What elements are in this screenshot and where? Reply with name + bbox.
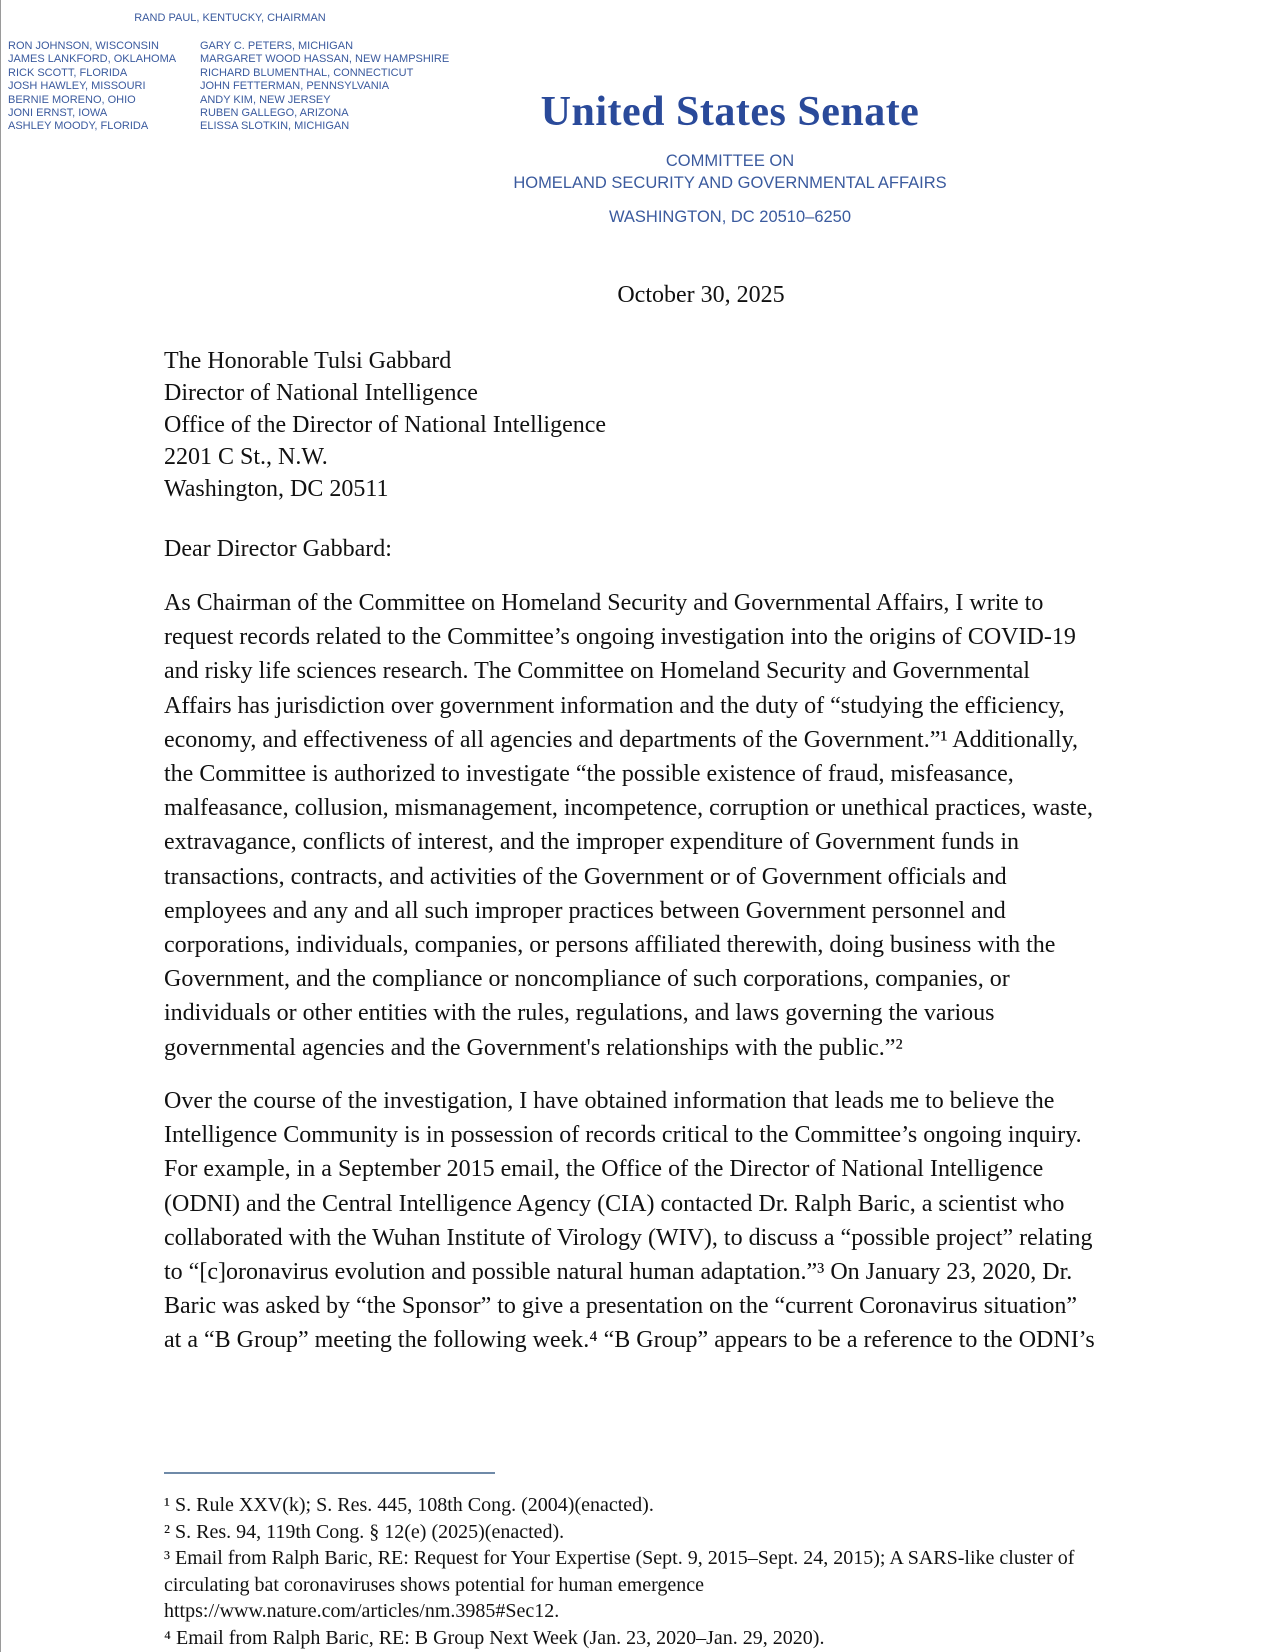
member-name: RUBEN GALLEGO, ARIZONA [200,107,349,120]
text-line: economy, and effectiveness of all agencies and departments of the Government.”¹ Additionally, [164,726,1079,753]
text-line: Baric was asked by “the Sponsor” to give a presentation on the “current Coronavirus situation” [164,1293,1078,1320]
text-line: the Committee is authorized to investigate “the possible existence of fraud, misfeasance, [164,761,1014,788]
footnote-line: ¹ S. Rule XXV(k); S. Res. 445, 108th Cong. (2004)(enacted). [164,1494,654,1516]
text-line: As Chairman of the Committee on Homeland Security and Governmental Affairs, I write to [164,590,1044,616]
member-name: JAMES LANKFORD, OKLAHOMA [8,53,177,66]
paragraph-1 [164,586,1093,1065]
chairman-line: RAND PAUL, KENTUCKY, CHAIRMAN [134,12,326,24]
footnote-divider [164,1472,495,1474]
text-line: request records related to the Committee’s ongoing investigation into the origins of COVID-19 [164,624,1076,651]
text-line: transactions, contracts, and activities of the Government or of Government officials and [164,863,1007,890]
text-line: at a “B Group” meeting the following week.⁴ “B Group” appears to be a reference to the ODNI’s [164,1327,1095,1354]
footnotes [164,1492,1074,1651]
address-line: Office of the Director of National Intelligence [164,412,607,438]
member-name: BERNIE MORENO, OHIO [8,93,136,106]
member-name: GARY C. PETERS, MICHIGAN [200,40,354,52]
committee-line-1: COMMITTEE ON [665,152,795,170]
text-line: (ODNI) and the Central Intelligence Agency (CIA) contacted Dr. Ralph Baric, a scientist who [164,1190,1065,1217]
member-name: JONI ERNST, IOWA [8,107,108,120]
page-edge [0,0,1,1652]
member-name: RON JOHNSON, WISCONSIN [8,40,159,52]
footnote-line: ³ Email from Ralph Baric, RE: Request for Your Expertise (Sept. 9, 2015–Sept. 24, 2015); A SARS-like cluster of [164,1547,1075,1569]
member-name: JOHN FETTERMAN, PENNSYLVANIA [200,80,390,93]
member-name: ANDY KIM, NEW JERSEY [200,93,331,106]
member-name: RICK SCOTT, FLORIDA [8,66,128,79]
recipient-address [164,345,606,505]
footnote-line: circulating bat coronaviruses shows potential for human emergence [164,1573,705,1596]
member-name: ASHLEY MOODY, FLORIDA [8,120,149,133]
paragraph-2 [164,1084,1095,1358]
text-line: individuals or other entities with the rules, regulations, and laws governing the various [164,1000,995,1027]
member-name: RICHARD BLUMENTHAL, CONNECTICUT [200,66,414,79]
salutation: Dear Director Gabbard: [164,536,392,562]
text-line: governmental agencies and the Government's relationships with the public.”² [164,1034,903,1061]
committee-address: WASHINGTON, DC 20510–6250 [608,208,852,226]
member-name: MARGARET WOOD HASSAN, NEW HAMPSHIRE [200,53,450,66]
footnote-line: ⁴ Email from Ralph Baric, RE: B Group Next Week (Jan. 23, 2020–Jan. 29, 2020). [164,1626,825,1649]
senate-logo: United States Senate [540,89,920,135]
text-line: collaborated with the Wuhan Institute of Virology (WIV), to discuss a “possible project” relating [164,1224,1093,1251]
member-name: ELISSA SLOTKIN, MICHIGAN [200,120,350,133]
text-line: Affairs has jurisdiction over government information and the duty of “studying the efficiency, [164,692,1065,719]
minority-members [200,40,449,134]
member-name: JOSH HAWLEY, MISSOURI [8,80,146,93]
text-line: corporations, individuals, companies, or persons affiliated therewith, doing business with the [164,932,1056,959]
letter-date: October 30, 2025 [617,282,785,308]
text-line: malfeasance, collusion, mismanagement, incompetence, corruption or unethical practices, waste, [164,795,1093,822]
footnote-line: https://www.nature.com/articles/nm.3985#Sec12. [164,1600,560,1622]
text-line: Government, and the compliance or noncompliance of such corporations, companies, or [164,966,1010,993]
footnote-line: ² S. Res. 94, 119th Cong. § 12(e) (2025)(enacted). [164,1520,565,1543]
text-line: extravagance, conflicts of interest, and the improper expenditure of Government funds in [164,829,1020,856]
text-line: For example, in a September 2015 email, the Office of the Director of National Intelligence [164,1156,1044,1183]
majority-members [8,40,176,134]
address-line: The Honorable Tulsi Gabbard [164,348,452,374]
address-line: Director of National Intelligence [164,380,478,406]
text-line: employees and any and all such improper practices between Government personnel and [164,897,1006,924]
address-line: Washington, DC 20511 [164,476,389,502]
text-line: to “[c]oronavirus evolution and possible natural human adaptation.”³ On January 23, 2020, Dr. [164,1259,1073,1286]
address-line: 2201 C St., N.W. [164,444,328,470]
text-line: and risky life sciences research. The Committee on Homeland Security and Governmental [164,658,1030,685]
text-line: Intelligence Community is in possession of records critical to the Committee’s ongoing inquiry. [164,1122,1082,1149]
text-line: Over the course of the investigation, I have obtained information that leads me to believe the [164,1088,1055,1114]
committee-line-2: HOMELAND SECURITY AND GOVERNMENTAL AFFAIRS [513,174,947,192]
